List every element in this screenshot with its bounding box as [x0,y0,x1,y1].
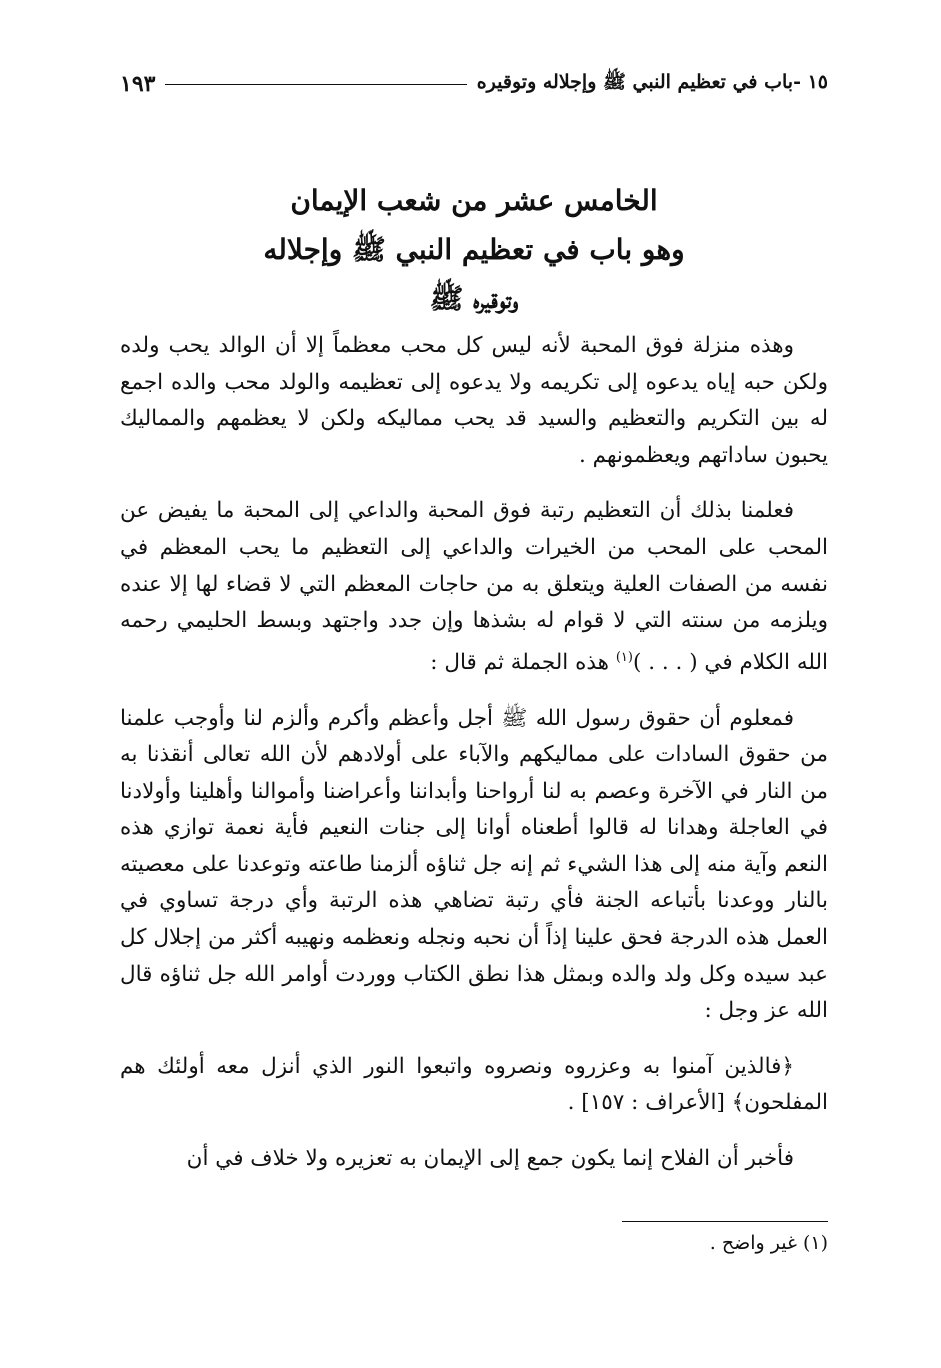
running-head [120,64,828,104]
paragraph-2-text: فعلمنا بذلك أن التعظيم رتبة فوق المحبة والداعي إلى المحبة ما يفيض عن المحب على المحب من الخيرات والداعي إلى التعظيم ما يحب المعظم في نفسه من الصفات العلية ويتعلق به من حاجات المعظم التي لا قضاء لها إلا عنده ويلزمه من سنته التي لا قوام له بشذها وإن جدد واجتهد وبسط الحليمي رحمه الله الكلام في ( . . . ) [120,498,828,675]
paragraph-3: فمعلوم أن حقوق رسول الله ﷺ أجل وأعظم وأكرم وألزم لنا وأوجب علمنا من حقوق السادات على مماليكهم والآباء على أولادهم لأن الله تعالى أنقذنا به من النار في الآخرة وعصم به لنا أرواحنا وأبداننا وأعراضنا وأموالنا وأهلينا وأولادنا في العاجلة وهدانا له قالوا أطعناه أوانا إلى جنات النعيم فأية نعمة توازي هذه النعم وآية منه إلى هذا الشيء ثم إنه جل ثناؤه ألزمنا طاعته وتوعدنا على معصيته بالنار ووعدنا بأتباعه الجنة فأي رتبة تضاهي هذه الرتبة وأي درجة تساوي في العمل هذه الدرجة فحق علينا إذاً أن نحبه ونجله ونعظمه ونهيبه أكثر من إجلال كل عبد سيده وكل ولد والده وبمثل هذا نطق الكتاب ووردت أوامر الله جل ثناؤه قال الله عز وجل : [120,705,828,1024]
chapter-title-line-3: وتوقيره ﷺ [429,282,519,315]
footnote-rule [622,1221,828,1222]
running-head-title: ١٥ -باب في تعظيم النبي ﷺ وإجلاله وتوقيره [476,71,828,93]
chapter-title-line-1: الخامس عشر من شعب الإيمان [290,184,658,217]
body-text [120,328,828,1178]
footnote: (١) غير واضح . [709,1232,828,1254]
paragraph-2 [120,493,828,681]
chapter-title-line-2: وهو باب في تعظيم النبي ﷺ وإجلاله [263,233,685,266]
page-number: ١٩٣ [120,71,156,97]
footnote-marker: (١) [615,649,633,665]
paragraph-5: فأخبر أن الفلاح إنما يكون جمع إلى الإيمان به تعزيره ولا خلاف في أن [186,1146,794,1172]
paragraph-2-tail: هذه الجملة ثم قال : [430,649,616,675]
chapter-title [120,176,828,323]
book-page [120,58,828,1338]
quran-quote: ﴿فالذين آمنوا به وعزروه ونصروه واتبعوا النور الذي أنزل معه أولئك هم المفلحون﴾ [الأعراف : ١٥٧] . [120,1053,828,1116]
paragraph-1: وهذه منزلة فوق المحبة لأنه ليس كل محب معظماً إلا أن الوالد يحب ولده ولكن حبه إياه يدعوه إلى تكريمه ولا يدعوه إلى تعظيمه والولد محب والده اجمع له بين التكريم والتعظيم والسيد قد يحب مماليكه ولكن لا يعظمهم والمماليك يحبون ساداتهم ويعظمونهم . [120,333,828,468]
running-head-rule [165,84,466,85]
